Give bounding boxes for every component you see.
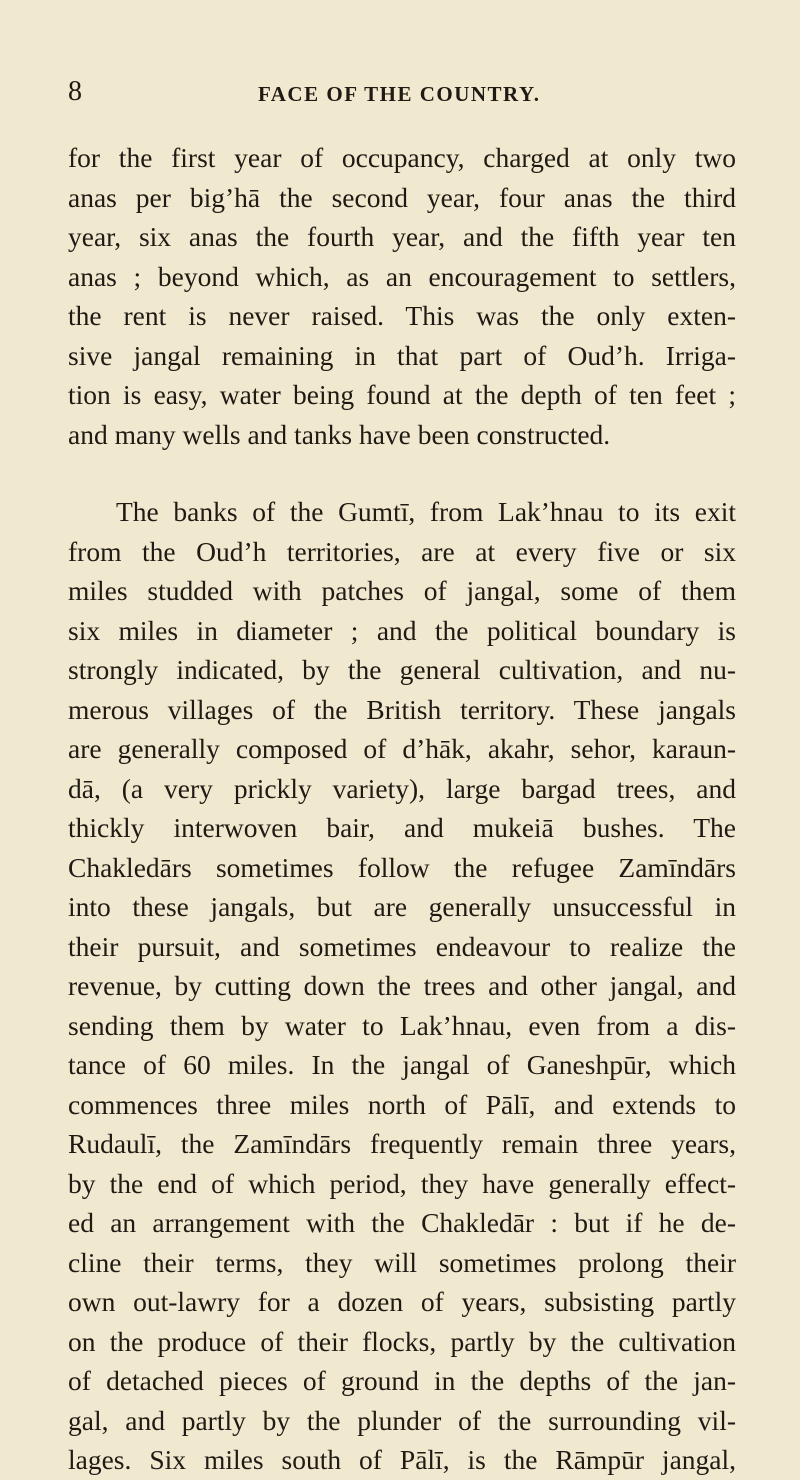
text-line: The banks of the Gumtī, from Lak’hnau to its exit (116, 496, 736, 527)
text-line: revenue, by cutting down the trees and other jangal, and (68, 970, 736, 1001)
text-line: anas per big’hā the second year, four anas the third (68, 181, 736, 213)
text-line: Rudaulī, the Zamīndārs frequently remain three years, (68, 1128, 736, 1159)
text-line: sending them by water to Lak’hnau, even from a dis- (68, 1009, 736, 1041)
text-line: year, six anas the fourth year, and the fifth year ten (68, 221, 736, 252)
text-line: on the produce of their flocks, partly by the cultivation (68, 1325, 736, 1357)
text-line: anas ; beyond which, as an encouragement to settlers, (68, 260, 736, 292)
text-line: ed an arrangement with the Chakledār : but if he de- (68, 1207, 736, 1238)
text-line: dā, (a very prickly variety), large bargad trees, and (68, 772, 736, 804)
text-line: gal, and partly by the plunder of the surrounding vil- (68, 1404, 736, 1436)
text-line: Chakledārs sometimes follow the refugee Zamīndārs (68, 851, 736, 883)
text-line: commences three miles north of Pālī, and extends to (68, 1088, 736, 1120)
text-line: six miles in diameter ; and the political boundary is (68, 614, 736, 646)
paragraph-spacer (68, 454, 736, 492)
text-line: merous villages of the British territory. These jangals (68, 693, 736, 725)
text-line: of detached pieces of ground in the depths of the jan- (68, 1365, 736, 1396)
text-line: are generally composed of d’hāk, akahr, sehor, karaun- (68, 733, 736, 764)
text-line: and many wells and tanks have been constructed. (68, 418, 611, 450)
paragraph-2 (68, 492, 736, 1480)
text-line: cline their terms, they will sometimes prolong their (68, 1246, 736, 1278)
text-line: strongly indicated, by the general cultivation, and nu- (68, 654, 736, 685)
text-line: their pursuit, and sometimes endeavour to realize the (68, 930, 736, 962)
text-line: from the Oud’h territories, are at every five or six (68, 535, 736, 567)
running-head: FACE OF THE COUNTRY. (258, 82, 541, 106)
text-line: own out-lawry for a dozen of years, subsisting partly (68, 1286, 736, 1317)
text-line: tance of 60 miles. In the jangal of Ganeshpūr, which (68, 1049, 736, 1080)
paragraph-1 (68, 138, 736, 454)
text-line: thickly interwoven bair, and mukeiā bushes. The (68, 812, 736, 843)
text-line: tion is easy, water being found at the depth of ten feet ; (68, 379, 736, 410)
text-line: for the first year of occupancy, charged at only two (68, 142, 736, 173)
text-line: lages. Six miles south of Pālī, is the Rāmpūr jangal, (68, 1444, 736, 1475)
text-line: into these jangals, but are generally unsuccessful in (68, 891, 736, 922)
text-line: miles studded with patches of jangal, some of them (68, 575, 736, 606)
text-line: by the end of which period, they have generally effect- (68, 1167, 736, 1199)
text-line: the rent is never raised. This was the only exten- (68, 300, 736, 331)
page-number: 8 (68, 76, 82, 107)
text-line: sive jangal remaining in that part of Oud’h. Irriga- (68, 339, 736, 371)
page-header (68, 76, 736, 116)
body-text (68, 138, 736, 1480)
